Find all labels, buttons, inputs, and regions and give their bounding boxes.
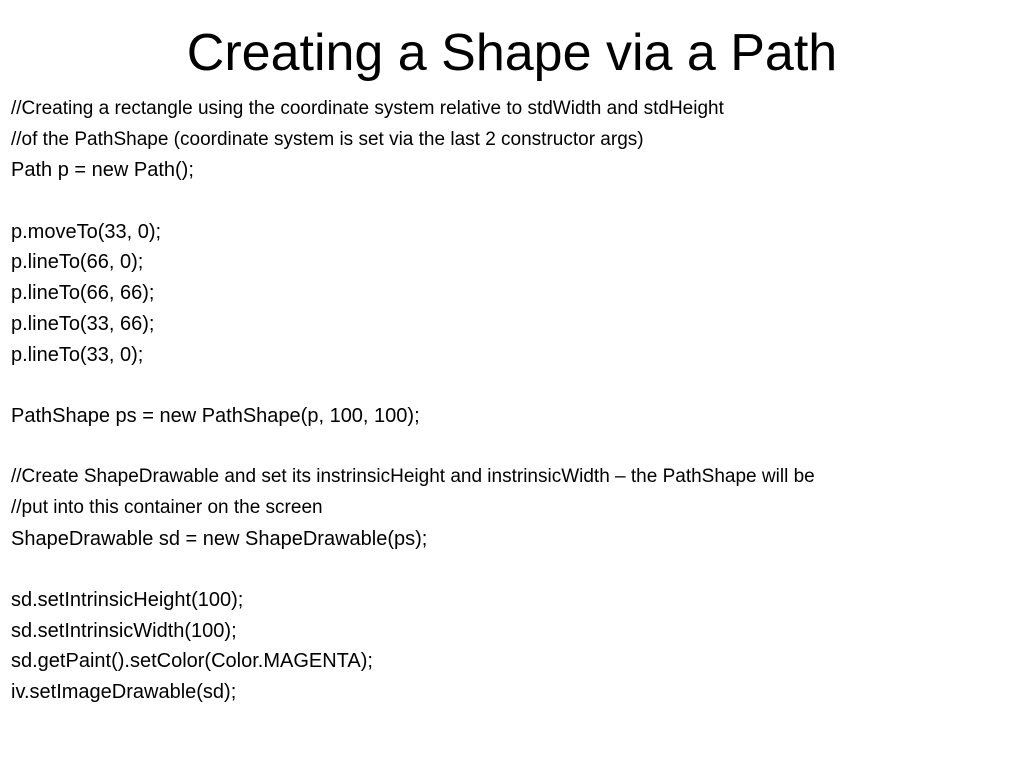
code-block: [11, 94, 1021, 708]
code-line: ShapeDrawable sd = new ShapeDrawable(ps);: [11, 527, 428, 550]
blank-line: [11, 370, 1021, 401]
code-line: p.lineTo(33, 0);: [11, 343, 144, 366]
blank-line: [11, 432, 1021, 463]
code-line: //Create ShapeDrawable and set its instrinsicHeight and instrinsicWidth – the PathShape will be: [11, 466, 815, 488]
blank-line: [11, 554, 1021, 585]
code-line: //put into this container on the screen: [11, 496, 323, 518]
code-line: p.lineTo(66, 66);: [11, 282, 155, 305]
code-line: sd.getPaint().setColor(Color.MAGENTA);: [11, 650, 373, 673]
code-line: p.lineTo(66, 0);: [11, 251, 144, 274]
blank-line: [11, 186, 1021, 217]
slide-title: Creating a Shape via a Path: [186, 24, 838, 82]
code-line: //of the PathShape (coordinate system is set via the last 2 constructor args): [11, 128, 644, 150]
code-line: iv.setImageDrawable(sd);: [11, 681, 237, 704]
code-line: p.moveTo(33, 0);: [11, 220, 162, 243]
code-line: sd.setIntrinsicWidth(100);: [11, 619, 237, 642]
code-line: p.lineTo(33, 66);: [11, 312, 155, 335]
code-line: //Creating a rectangle using the coordinate system relative to stdWidth and stdHeight: [11, 98, 724, 119]
code-line: Path p = new Path();: [11, 159, 194, 182]
code-line: sd.setIntrinsicHeight(100);: [11, 589, 244, 611]
code-line: PathShape ps = new PathShape(p, 100, 100);: [11, 404, 420, 427]
